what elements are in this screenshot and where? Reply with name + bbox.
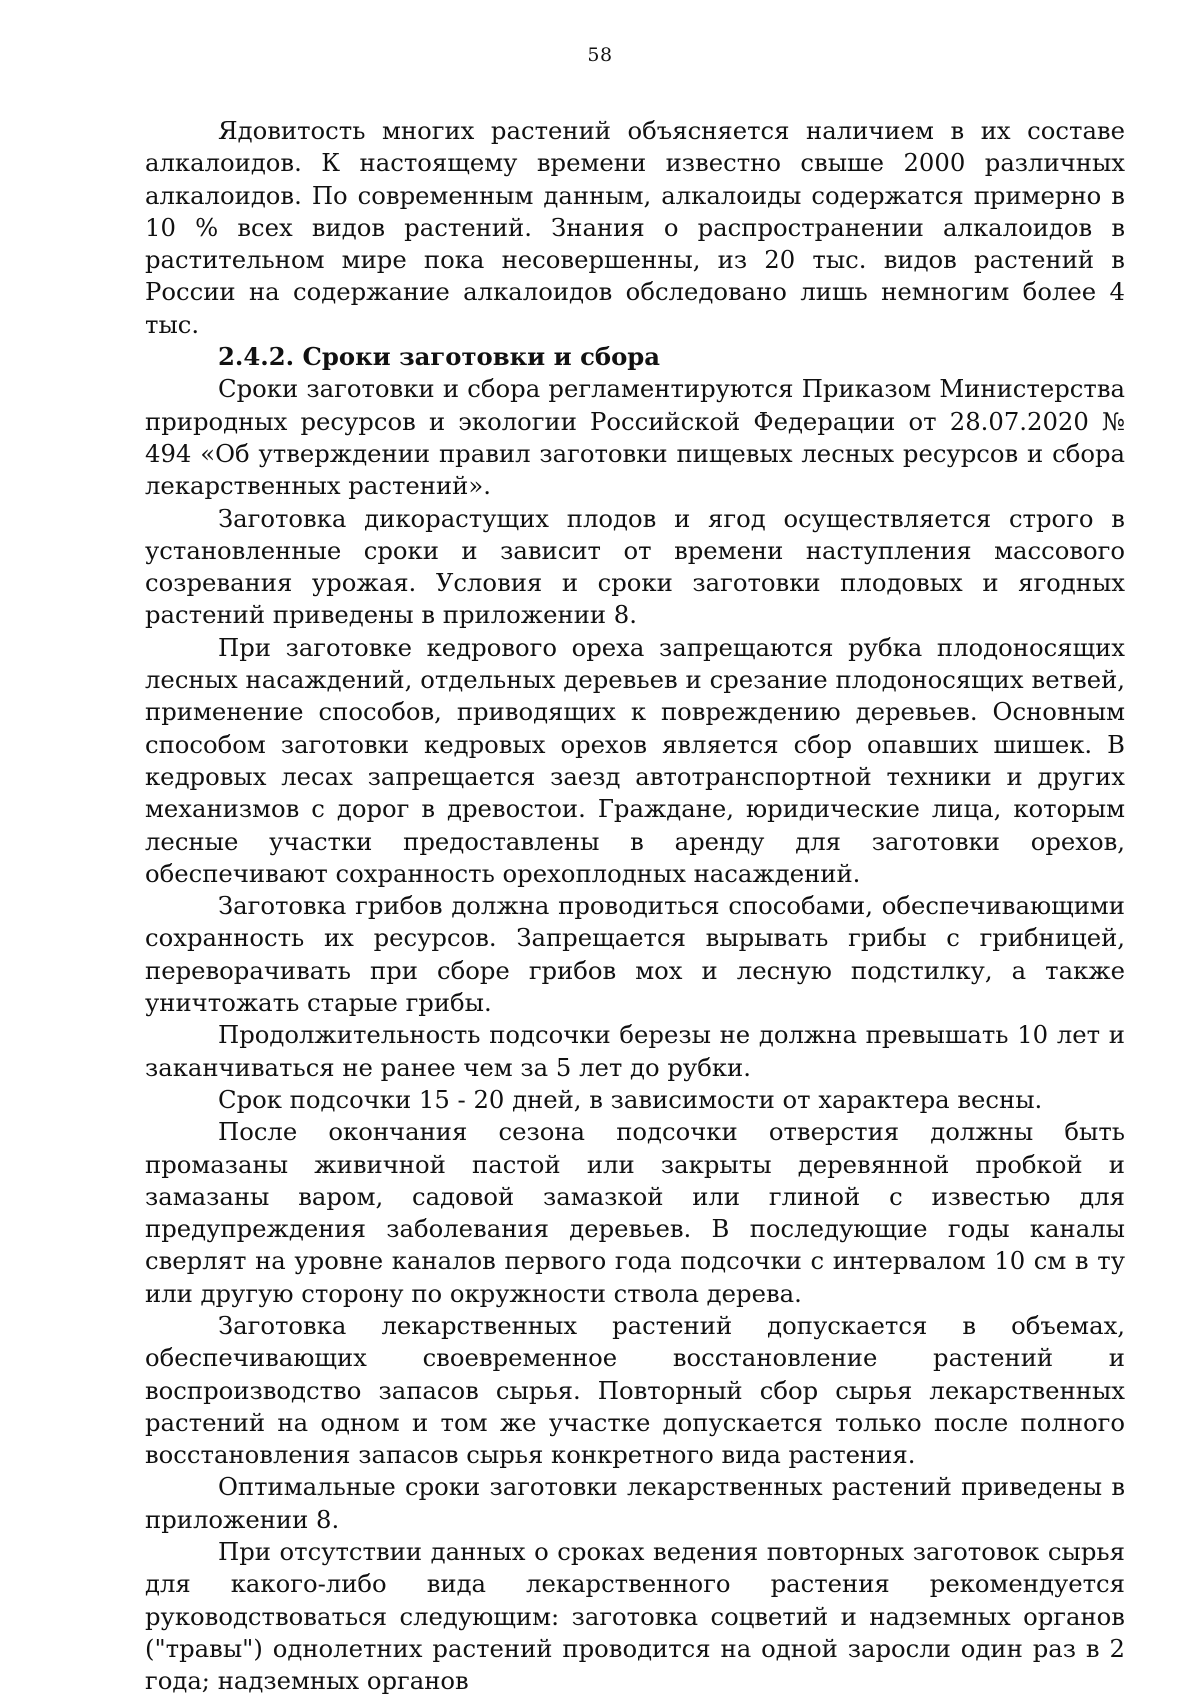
paragraph-regulation: Сроки заготовки и сбора регламентируются Приказом Министерства природных ресурсов и экологии Российской Федерации от 28.07.2020 № 494 «Об утверждении правил заготовки пищевых лесных ресурсов и сбора лекарственных растений». xyxy=(145,374,1125,501)
paragraph-mushrooms: Заготовка грибов должна проводиться способами, обеспечивающими сохранность их ресурсов. Запрещается вырывать грибы с грибницей, переворачивать при сборе грибов мох и лесную подстилку, а также уничтожать старые грибы. xyxy=(145,891,1125,1018)
paragraph-medicinal-volumes: Заготовка лекарственных растений допускается в объемах, обеспечивающих своевременное восстановление растений и воспроизводство запасов сырья. Повторный сбор сырья лекарственных растений на одном и том же участке допускается только после полного восстановления запасов сырья конкретного вида растения. xyxy=(145,1310,1125,1470)
section-heading: 2.4.2. Сроки заготовки и сбора xyxy=(218,342,661,372)
paragraph-repeat-harvest: При отсутствии данных о сроках ведения повторных заготовок сырья для какого-либо вида лекарственного растения рекомендуется руководствоваться следующим: заготовка соцветий и надземных органов ("травы") однолетних растений проводится на одной заросли один раз в 2 года; надземных органов xyxy=(145,1537,1125,1696)
paragraph-after-tapping: После окончания сезона подсочки отверстия должны быть промазаны живичной пастой или закрыты деревянной пробкой и замазаны варом, садовой замазкой или глиной с известью для предупреждения заболевания деревьев. В последующие годы каналы сверлят на уровне каналов первого года подсочки с интервалом 10 см в ту или другую сторону по окружности ствола дерева. xyxy=(145,1117,1125,1308)
body-text xyxy=(145,115,1125,1698)
page-number: 58 xyxy=(587,44,613,66)
paragraph-tapping-period: Срок подсочки 15 - 20 дней, в зависимости от характера весны. xyxy=(218,1084,1043,1114)
paragraph-cedar-nuts: При заготовке кедрового ореха запрещаются рубка плодоносящих лесных насаждений, отдельных деревьев и срезание плодоносящих ветвей, применение способов, приводящих к повреждению деревьев. Основным способом заготовки кедровых орехов является сбор опавших шишек. В кедровых лесах запрещается заезд автотранспортной техники и других механизмов с дорог в древостои. Граждане, юридические лица, которым лесные участки предоставлены в аренду для заготовки орехов, обеспечивают сохранность орехоплодных насаждений. xyxy=(145,632,1125,888)
paragraph-optimal-terms: Оптимальные сроки заготовки лекарственных растений приведены в приложении 8. xyxy=(145,1472,1125,1534)
paragraph-fruits-berries: Заготовка дикорастущих плодов и ягод осуществляется строго в установленные сроки и зависит от времени наступления массового созревания урожая. Условия и сроки заготовки плодовых и ягодных растений приведены в приложении 8. xyxy=(145,503,1125,630)
paragraph-alkaloids: Ядовитость многих растений объясняется наличием в их составе алкалоидов. К настоящему времени известно свыше 2000 различных алкалоидов. По современным данным, алкалоиды содержатся примерно в 10 % всех видов растений. Знания о распространении алкалоидов в растительном мире пока несовершенны, из 20 тыс. видов растений в России на содержание алкалоидов обследовано лишь немногим более 4 тыс. xyxy=(145,116,1125,339)
paragraph-birch-tapping-duration: Продолжительность подсочки березы не должна превышать 10 лет и заканчиваться не ранее чем за 5 лет до рубки. xyxy=(145,1020,1125,1082)
